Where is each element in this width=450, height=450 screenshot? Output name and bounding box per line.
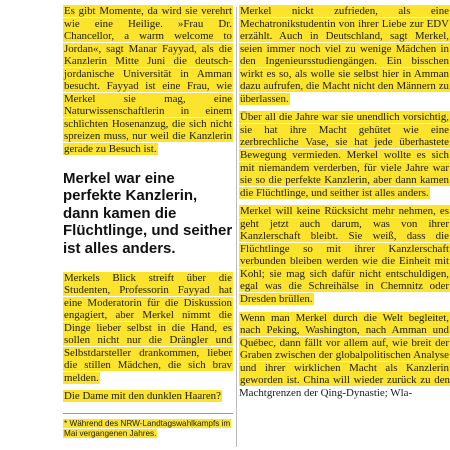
pull-quote: Merkel war eine perfekte Kanzlerin, dann kamen die Flüchtlinge, und seither ist alles anders.	[63, 169, 233, 257]
highlighted-text: Die Dame mit den dunklen Haaren?	[64, 390, 221, 403]
highlighted-text: Merkel will keine Rücksicht mehr nehmen, es geht jetzt auch darum, was von ihrer Kanzlerschaft bleibt. Sie weiß, dass die Flüchtlinge so mit ihrer Kanzlerschaft verbunden bleiben werden wie die Einheit mit Kohl; sie mag sich dafür nicht entschuldigen, egal was die Schreihälse in Chemnitz oder Dresden brüllen.	[240, 205, 449, 306]
right-paragraph-1	[239, 5, 450, 105]
left-paragraph-3	[63, 390, 233, 403]
right-paragraph-3	[239, 205, 450, 305]
highlighted-text: Merkels Blick streift über die Studenten, Professorin Fayyad hat eine Moderatorin für die Diskussion engagiert, aber Merkel nimmt die Dinge lieber selbst in die Hand, es sollen nicht nur die Drängler und Selbstdarsteller drankommen, lieber die stillen Mädchen, die sich brav melden.	[64, 271, 232, 384]
column-divider	[236, 7, 237, 447]
footnote	[63, 413, 233, 439]
right-paragraph-2	[239, 111, 450, 199]
plain-text: Machtgrenzen der Qing-Dynastie; Wla-	[239, 386, 413, 399]
left-column	[63, 5, 233, 409]
left-paragraph-2	[63, 272, 233, 385]
highlighted-text: Es gibt Momente, da wird sie verehrt wie eine Heilige. »Frau Dr. Chancellor, a warm welcome to Jordan«, sagt Manar Fayyad, als die Kanzlerin Mitte Juni die deutsch-jordanische Universität in Amman besucht. Fayyad ist eine Frau, wie Merkel sie mag, eine Naturwissenschaftlerin in einem schlichten Hosenanzug, die sich nicht spreizen muss, nur weil die Kanzlerin gerade zu Besuch ist.	[64, 5, 232, 156]
left-paragraph-1	[63, 5, 233, 156]
footnote-text: * Während des NRW-Landtagswahlkampfs im Mai vergangenen Jahres.	[64, 419, 231, 438]
magazine-page	[8, 5, 450, 450]
highlighted-text: Über all die Jahre war sie unendlich vorsichtig, sie hat ihre Macht gehütet wie eine zerbrechliche Vase, sie hat jede überhastete Bewegung vermieden. Merkel wollte es sich mit niemandem verderben, für viele Jahre war sie so die perfekte Kanzlerin, aber dann kamen die Flüchtlinge, und seither ist alles anders.	[240, 111, 449, 199]
right-paragraph-4	[239, 312, 450, 400]
right-column	[239, 5, 450, 405]
highlighted-text: Wenn man Merkel durch die Welt begleitet, nach Peking, Washington, nach Amman und Québec, dann fällt vor allem auf, wie breit der Graben zwischen der globalpolitischen Analyse und ihrer wirklichen Macht als Kanzlerin geworden ist. China will wieder zurück zu den	[240, 311, 450, 387]
highlighted-text: Merkel nickt zufrieden, als eine Mechatronikstudentin von ihrer Liebe zur EDV erzählt. Auch in Deutschland, sagt Merkel, seien immer noch viel zu wenige Mädchen in den Ingenieursstudiengängen. Ein bisschen wirkt es so, als wolle sie selbst hier in Amman dazu aufrufen, die Macht nicht den Männern zu überlassen.	[240, 5, 449, 105]
